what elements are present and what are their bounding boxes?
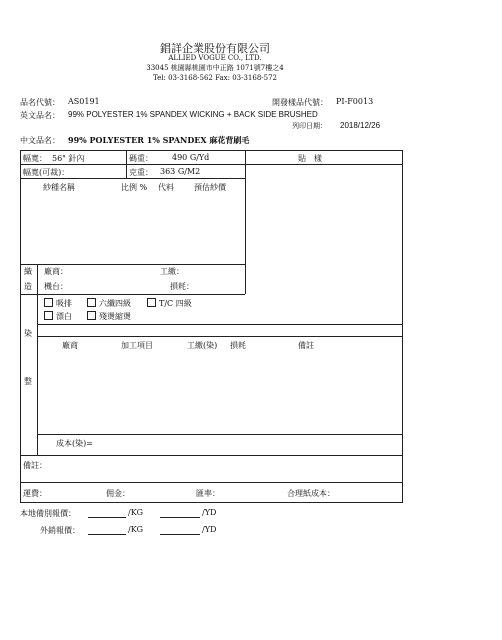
local-price-yd-field[interactable] — [160, 508, 200, 518]
option-wicking[interactable] — [44, 298, 72, 309]
option-six-fiber-label: 六纖四級 — [99, 299, 131, 308]
commission-label: 佣金： — [106, 489, 130, 498]
weave-machine-label: 機台： — [44, 282, 68, 291]
checkbox-ironing[interactable] — [87, 311, 96, 320]
export-price-yd-field[interactable] — [160, 525, 200, 535]
local-price-label: 本地備別報價： — [20, 509, 76, 518]
option-ironing[interactable] — [87, 311, 131, 322]
dye-cost-total-label: 成本(染)= — [56, 439, 93, 448]
yarn-price-header: 預估紗價 — [194, 183, 226, 192]
product-code: AS0191 — [68, 97, 100, 106]
weight-label: 克重： — [129, 168, 153, 177]
yarn-name-header: 紗種名稱 — [43, 183, 75, 192]
option-tc[interactable] — [147, 298, 192, 309]
company-address: 33045 桃園縣桃園市中正路 1071號7樓之4 — [146, 64, 284, 72]
freight-label: 運費： — [23, 489, 47, 498]
option-six-fiber[interactable] — [87, 298, 131, 309]
local-price-kg-unit: /KG — [128, 508, 144, 517]
checkbox-wicking[interactable] — [44, 298, 53, 307]
width-label: 幅寬： — [23, 154, 47, 163]
english-name: 99% POLYESTER 1% SPANDEX WICKING + BACK SIDE BRUSHED — [68, 110, 318, 119]
width-value: 56" 針內 — [52, 154, 85, 163]
remarks-label: 備註： — [23, 461, 47, 470]
print-date-label: 列印日期： — [292, 122, 327, 130]
print-date: 2018/12/26 — [340, 121, 381, 130]
dye-process-header: 加工項目 — [121, 341, 153, 350]
company-english-name: ALLIED VOGUE CO., LTD. — [168, 54, 262, 62]
checkbox-six-fiber[interactable] — [87, 298, 96, 307]
sample-label: 貼 樣 — [298, 154, 322, 163]
dye-note-header: 備註 — [298, 341, 314, 350]
dye-side-label-1: 染 — [24, 329, 32, 338]
weave-side-label-1: 織 — [24, 267, 32, 276]
gauge-label: 碼重： — [129, 154, 153, 163]
exchange-rate-label: 匯率： — [196, 489, 220, 498]
yarn-ratio-header: 比例 % — [121, 183, 148, 192]
company-name: 錩詳企業股份有限公司 — [160, 42, 270, 55]
option-tc-label: T/C 四級 — [159, 299, 192, 308]
checkbox-bleach[interactable] — [44, 311, 53, 320]
local-price-kg-field[interactable] — [88, 508, 126, 518]
option-bleach[interactable] — [44, 311, 72, 322]
product-code-label: 品名代號： — [20, 98, 60, 107]
yarn-sub-header: 代料 — [158, 183, 174, 192]
weave-vendor-label: 廠商： — [44, 267, 68, 276]
dev-code-label: 開發樣品代號： — [272, 98, 328, 107]
company-contact: Tel: 03-3168-562 Fax: 03-3168-572 — [152, 74, 278, 82]
export-price-label: 外銷報價： — [40, 526, 80, 535]
dev-code: PI-F0013 — [336, 97, 374, 106]
chinese-name: 99% POLYESTER 1% SPANDEX 麻花背刷毛 — [68, 135, 250, 145]
weave-loss-label: 損耗： — [170, 282, 194, 291]
dye-loss-header: 損耗 — [230, 341, 246, 350]
checkbox-tc[interactable] — [147, 298, 156, 307]
weave-cost-label: 工繳： — [160, 267, 184, 276]
dye-cost-header: 工繳(染) — [187, 341, 218, 350]
export-price-kg-unit: /KG — [128, 525, 144, 534]
english-name-label: 英文品名： — [20, 111, 60, 120]
option-bleach-label: 漂白 — [56, 312, 72, 321]
local-price-yd-unit: /YD — [202, 508, 217, 517]
option-ironing-label: 殘燙縮燙 — [99, 312, 131, 321]
dye-vendor-header: 廠商 — [62, 341, 78, 350]
gauge-value: 490 G/Yd — [172, 153, 210, 162]
export-price-yd-unit: /YD — [202, 525, 217, 534]
usable-width-label: 幅寬(可裁)： — [23, 168, 70, 177]
chinese-name-label: 中文品名： — [20, 136, 60, 145]
export-price-kg-field[interactable] — [88, 525, 126, 535]
option-wicking-label: 吸排 — [56, 299, 72, 308]
reasonable-cost-label: 合理紙成本： — [287, 489, 335, 498]
weave-side-label-2: 造 — [24, 282, 32, 291]
dye-side-label-2: 整 — [24, 377, 32, 386]
weight-value: 363 G/M2 — [160, 167, 201, 176]
